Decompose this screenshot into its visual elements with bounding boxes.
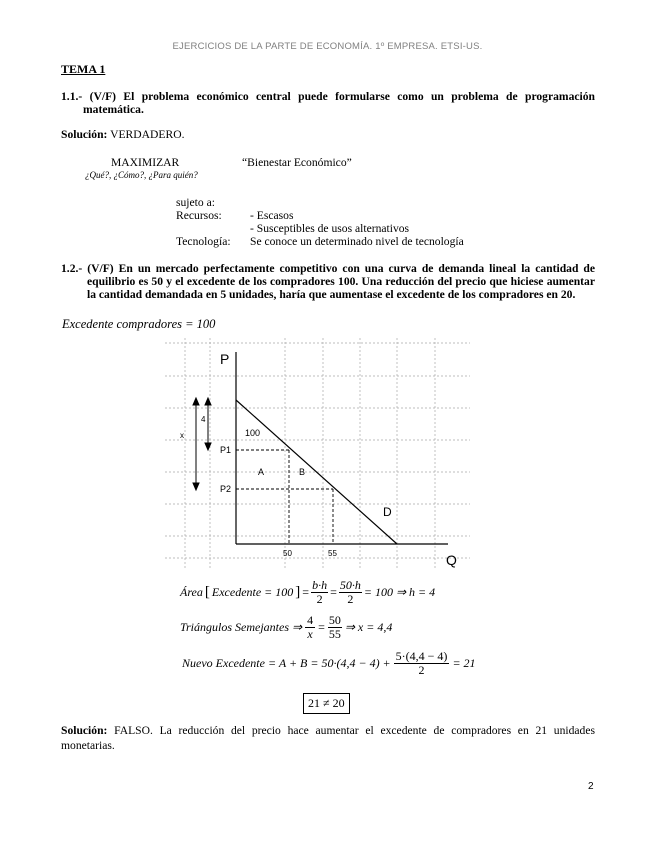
solution-text: FALSO. La reducción del precio hace aumentar el excedente de compradores en 21 unidades xyxy=(107,724,595,737)
q-axis-label: Q xyxy=(446,552,457,568)
question-text-line1: (V/F) El problema económico central puede formularse como un problema de programación xyxy=(89,90,595,103)
grid xyxy=(165,338,470,570)
x-label: x xyxy=(180,431,184,440)
economic-questions: ¿Qué?, ¿Cómo?, ¿Para quién? xyxy=(85,170,198,180)
question-number: 1.2.- xyxy=(61,262,83,275)
p-axis-label: P xyxy=(220,351,230,367)
p1-label: P1 xyxy=(220,445,232,455)
resource-alternative: - Susceptibles de usos alternativos xyxy=(250,222,410,235)
eq1-result: = 100 ⇒ h = 4 xyxy=(363,585,436,599)
solution-text: VERDADERO. xyxy=(107,128,185,141)
eq2-f-den: x xyxy=(307,627,313,641)
subject-to-label: sujeto a: xyxy=(176,196,215,209)
page-number: 2 xyxy=(588,781,594,792)
question-text-line1: (V/F) En un mercado perfectamente competitivo con una curva de demanda lineal la cantidad de xyxy=(87,262,595,275)
objective-text: “Bienestar Económico” xyxy=(242,156,352,169)
eq1-f2-den: 2 xyxy=(347,592,354,606)
eq1-f1-num: b·h xyxy=(312,578,328,592)
question-number: 1.1.- xyxy=(61,90,83,103)
question-text-line2: matemática. xyxy=(83,103,144,117)
solution-1-2 xyxy=(61,723,595,753)
given-surplus: Excedente compradores = 100 xyxy=(62,317,216,331)
tick-55: 55 xyxy=(328,549,337,558)
surplus-100-label: 100 xyxy=(245,428,261,438)
question-text-line2: equilibrio es 50 y el excedente de los compradores 100. Una reducción del precio que hiciese aumentar xyxy=(87,275,595,289)
section-title: TEMA 1 xyxy=(61,62,106,76)
question-text-line3: la cantidad demandada en 5 unidades, haría que aumentase el excedente de los compradores en 20. xyxy=(87,288,576,302)
question-1-1 xyxy=(61,90,595,116)
equation-area: Área [ Excedente = 100 ] = $\frac{b\cdot h}{2}$ = $\frac{50\cdot h}{2}$ = 100 ⇒ h = 4 xyxy=(180,578,436,606)
x-arrow-head-up xyxy=(193,398,199,405)
eq1-lhs: Área xyxy=(180,585,203,599)
eq1-f2-num: 50·h xyxy=(339,578,361,592)
solution-text-line2: monetarias. xyxy=(61,739,115,752)
area-a-label: A xyxy=(258,467,265,477)
boxed-result: 21 ≠ 20 xyxy=(303,693,350,714)
equation-new-surplus xyxy=(182,650,476,677)
area-b-label: B xyxy=(299,467,306,477)
tick-50: 50 xyxy=(283,549,292,558)
eq1-f1-den: 2 xyxy=(316,592,323,606)
eq3-f-den: 2 xyxy=(418,663,425,677)
eq3-lhs: Nuevo Excedente = A + B = 50·(4,4 − 4) + xyxy=(182,656,391,670)
eq2-f2-den: 55 xyxy=(328,627,341,641)
demand-label: D xyxy=(383,505,392,519)
technology-text: Se conoce un determinado nivel de tecnología xyxy=(250,235,464,248)
page-header: EJERCICIOS DE LA PARTE DE ECONOMÍA. 1º EMPRESA. ETSI-US. xyxy=(172,41,483,52)
resource-scarce: - Escasos xyxy=(250,209,294,222)
solution-1-1 xyxy=(61,128,184,141)
solution-label: Solución: xyxy=(61,724,108,737)
eq2-f-num: 4 xyxy=(307,613,314,627)
technology-label: Tecnología: xyxy=(176,235,231,248)
eq3-result: = 21 xyxy=(452,656,476,670)
equation-similar-triangles: Triángulos Semejantes ⇒ $\frac{4}{x}$ = $\frac{50}{55}$ ⇒ x = 4,4 xyxy=(180,613,393,641)
x-arrow-head-down xyxy=(193,483,199,490)
eq2-lhs: Triángulos Semejantes ⇒ xyxy=(180,620,303,634)
maximizar-label: MAXIMIZAR xyxy=(111,156,180,169)
solution-label: Solución: xyxy=(61,128,108,141)
eq3-f-num: 5·(4,4 − 4) xyxy=(395,649,448,663)
height-4-label: 4 xyxy=(201,415,206,424)
p2-label: P2 xyxy=(220,484,232,494)
demand-graph xyxy=(165,338,470,570)
question-1-2 xyxy=(61,262,595,302)
eq2-f2-num: 50 xyxy=(328,613,341,627)
resources-label: Recursos: xyxy=(176,209,222,222)
eq2-result: ⇒ x = 4,4 xyxy=(344,620,393,634)
eq1-bracket: Excedente = 100 xyxy=(211,585,294,599)
